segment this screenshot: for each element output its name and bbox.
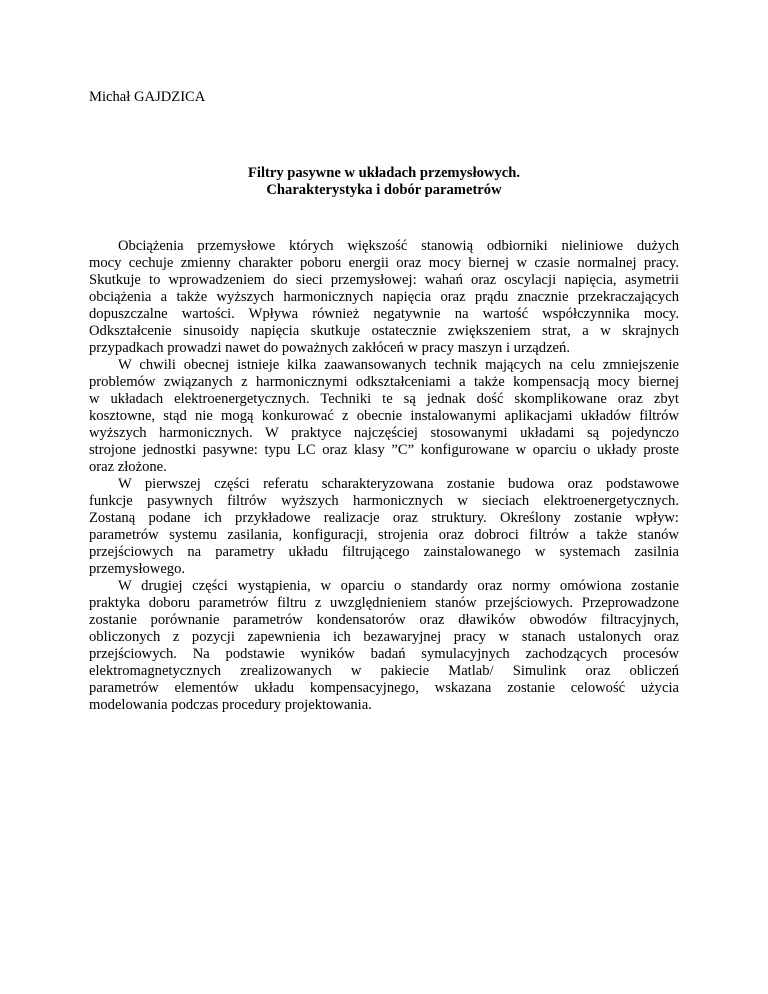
paragraph bbox=[89, 238, 679, 357]
paragraph-line: przejściowych. Na podstawie wyników badań symulacyjnych zachodzących procesów bbox=[89, 646, 679, 662]
paragraph-line: w układach elektroenergetycznych. Techniki te są jednak dość skomplikowane oraz zbyt bbox=[89, 391, 679, 407]
paragraph-line: parametrów elementów układu kompensacyjnego, wskazana zostanie celowość użycia bbox=[89, 680, 679, 696]
paragraph-line: obliczonych z pozycji zapewnienia ich bezawaryjnej pracy w stanach ustalonych oraz bbox=[89, 629, 679, 645]
paragraph-line: parametrów systemu zasilania, konfiguracji, strojenia oraz dobroci filtrów a także stanów bbox=[89, 527, 679, 543]
paragraph-line: dopuszczalne wartości. Wpływa również negatywnie na wartość współczynnika mocy. bbox=[89, 306, 679, 322]
paragraph-line: elektromagnetycznych zrealizowanych w pakiecie Matlab/ Simulink oraz obliczeń bbox=[89, 663, 679, 679]
paragraph-line: Obciążenia przemysłowe których większość stanowią odbiorniki nieliniowe dużych bbox=[118, 238, 679, 254]
paragraph-line: praktyka doboru parametrów filtru z uwzględnieniem stanów przejściowych. Przeprowadzone bbox=[89, 595, 679, 611]
paragraph-line: Zostaną podane ich przykładowe realizacje oraz struktury. Określony zostanie wpływ: bbox=[89, 510, 679, 526]
paragraph-line: kosztowne, stąd nie mogą konkurować z obecnie instalowanymi aplikacjami układów filtrów bbox=[89, 408, 679, 424]
paragraph-line: przypadkach prowadzi nawet do poważnych zakłóceń w pracy maszyn i urządzeń. bbox=[89, 340, 570, 356]
paragraph-line: oraz złożone. bbox=[89, 459, 167, 475]
paragraph-line: strojone jednostki pasywne: typu LC oraz klasy ”C” konfigurowane w oparciu o układy proste bbox=[89, 442, 679, 458]
paragraph-line: W pierwszej części referatu scharakteryzowana zostanie budowa oraz podstawowe bbox=[118, 476, 679, 492]
paragraph-line: modelowania podczas procedury projektowania. bbox=[89, 697, 372, 713]
paragraph-line: Skutkuje to wprowadzeniem do sieci przemysłowej: wahań oraz oscylacji napięcia, asymetrii bbox=[89, 272, 679, 288]
author-name: Michał GAJDZICA bbox=[89, 89, 206, 105]
paragraph-line: problemów związanych z harmonicznymi odkształceniami a także kompensacją mocy biernej bbox=[89, 374, 679, 390]
paragraph bbox=[89, 476, 679, 578]
paragraph-line: mocy cechuje zmienny charakter poboru energii oraz mocy biernej w czasie normalnej pracy. bbox=[89, 255, 679, 271]
title-line-1: Filtry pasywne w układach przemysłowych. bbox=[247, 165, 520, 181]
paragraph-line: przejściowych na parametry układu filtrującego zainstalowanego w systemach zasilnia bbox=[89, 544, 679, 560]
paragraph-line: obciążenia a także wyższych harmonicznych napięcia oraz prądu znacznie przekraczających bbox=[89, 289, 679, 305]
paragraph bbox=[89, 578, 679, 714]
document-title bbox=[89, 165, 679, 199]
paragraph-line: zostanie porównanie parametrów kondensatorów oraz dławików obwodów filtracyjnych, bbox=[89, 612, 679, 628]
paragraph-line: wyższych harmonicznych. W praktyce najczęściej stosowanymi układami są pojedynczo bbox=[89, 425, 679, 441]
paragraph-line: W drugiej części wystąpienia, w oparciu o standardy oraz normy omówiona zostanie bbox=[118, 578, 679, 594]
paragraph-line: przemysłowego. bbox=[89, 561, 186, 577]
paragraph-line: funkcje pasywnych filtrów wyższych harmonicznych w sieciach elektroenergetycznych. bbox=[89, 493, 679, 509]
abstract-body bbox=[89, 238, 679, 714]
paragraph-line: W chwili obecnej istnieje kilka zaawansowanych technik mających na celu zmniejszenie bbox=[118, 357, 679, 373]
title-line-2: Charakterystyka i dobór parametrów bbox=[266, 182, 502, 198]
paragraph-line: Odkształcenie sinusoidy napięcia skutkuje ostatecznie zwiększeniem strat, a w skrajnych bbox=[89, 323, 679, 339]
paragraph bbox=[89, 357, 679, 476]
